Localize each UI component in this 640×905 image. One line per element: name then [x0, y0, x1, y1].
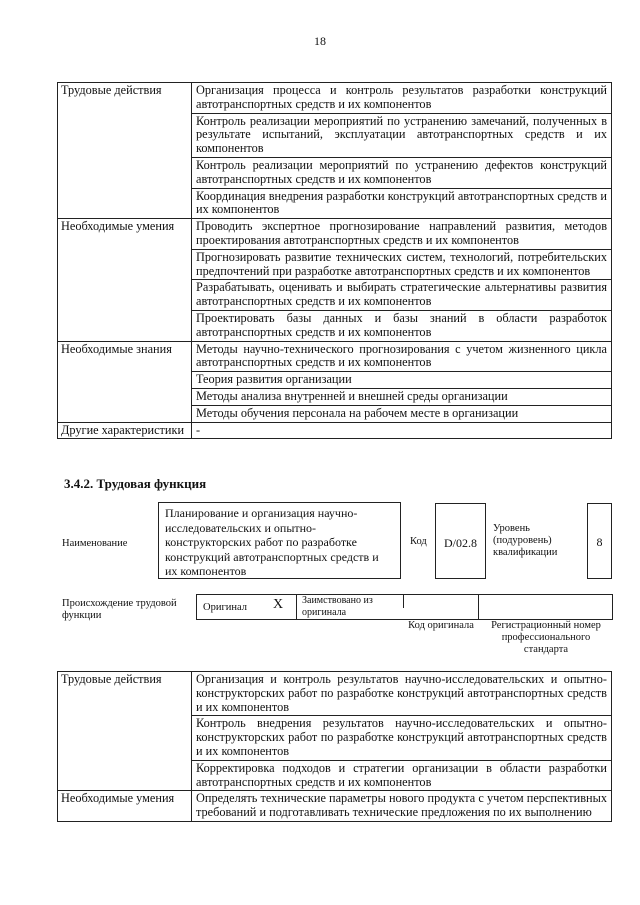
- row-label: Другие характеристики: [58, 422, 192, 439]
- borrowed-label: Заимствовано из оригинала: [302, 595, 373, 618]
- name-label: Наименование: [62, 538, 128, 549]
- section-title: 3.4.2. Трудовая функция: [64, 476, 207, 491]
- row-item: Методы обучения персонала на рабочем месте в организации: [192, 405, 612, 422]
- row-item: Контроль внедрения результатов научно-исследовательских и опытно-конструкторских работ по разработке конструкций автотранспортных средств и их компонентов: [192, 716, 612, 760]
- row-item: Координация внедрения разработки конструкций автотранспортных средств и их компонентов: [192, 188, 612, 219]
- table-row: [58, 791, 612, 822]
- origin-label: Происхождение трудовой функции: [62, 598, 177, 621]
- row-item: Разрабатывать, оценивать и выбирать стратегические альтернативы развития автотранспортных средств и их компонентов: [192, 280, 612, 311]
- reg-number-caption: Регистрационный номер профессионального стандарта: [491, 620, 601, 655]
- row-item: Организация и контроль результатов научно-исследовательских и опытно-конструкторских работ по разработке конструкций автотранспортных средств и их компонентов: [192, 672, 612, 716]
- table-row: [58, 83, 612, 114]
- origin-row-box: [196, 594, 613, 620]
- code-original-caption: Код оригинала: [408, 620, 474, 631]
- code-label: Код: [410, 536, 427, 547]
- page-number: 18: [314, 34, 326, 48]
- table-row: [58, 341, 612, 372]
- row-item: Проводить экспертное прогнозирование направлений развития, методов проектирования автотранспортных средств и их компонентов: [192, 219, 612, 250]
- row-label: Необходимые умения: [58, 219, 192, 341]
- competency-table-1: [57, 82, 612, 439]
- row-label: Необходимые умения: [58, 791, 192, 822]
- original-mark: X: [273, 597, 284, 612]
- row-item: Теория развития организации: [192, 372, 612, 389]
- row-label: Необходимые знания: [58, 341, 192, 422]
- row-label: Трудовые действия: [58, 672, 192, 791]
- code-value-box: D/02.8: [435, 503, 486, 579]
- row-item: Организация процесса и контроль результатов разработки конструкций автотранспортных средств и их компонентов: [192, 83, 612, 114]
- function-name-box: Планирование и организация научно-исследовательских и опытно-конструкторских работ по разработке конструкций автотранспортных средств и их компонентов: [158, 502, 401, 579]
- row-item: Контроль реализации мероприятий по устранению дефектов конструкций автотранспортных средств и их компонентов: [192, 157, 612, 188]
- row-item: Методы анализа внутренней и внешней среды организации: [192, 388, 612, 405]
- row-label: Трудовые действия: [58, 83, 192, 219]
- row-item: Проектировать базы данных и базы знаний в области разработок автотранспортных средств и их компонентов: [192, 310, 612, 341]
- row-item: Определять технические параметры нового продукта с учетом перспективных требований и подготавливать технические предложения по их выполнению: [192, 791, 612, 822]
- table-row: [58, 422, 612, 439]
- table-row: [58, 672, 612, 716]
- row-item: -: [192, 422, 612, 439]
- row-item: Контроль реализации мероприятий по устранению замечаний, полученных в результате испытаний, эксплуатации автотранспортных средств и их компонентов: [192, 113, 612, 157]
- row-item: Методы научно-технического прогнозирования с учетом жизненного цикла автотранспортных средств и их компонентов: [192, 341, 612, 372]
- row-item: Прогнозировать развитие технических систем, технологий, потребительских предпочтений при разработке автотранспортных средств и их компонентов: [192, 249, 612, 280]
- competency-table-2: [57, 671, 612, 822]
- row-item: Корректировка подходов и стратегии организации в области разработки автотранспортных средств и их компонентов: [192, 760, 612, 791]
- table-row: [58, 219, 612, 250]
- original-label: Оригинал: [203, 602, 247, 613]
- level-label: Уровень (подуровень) квалификации: [493, 523, 558, 558]
- level-value-box: 8: [587, 503, 612, 579]
